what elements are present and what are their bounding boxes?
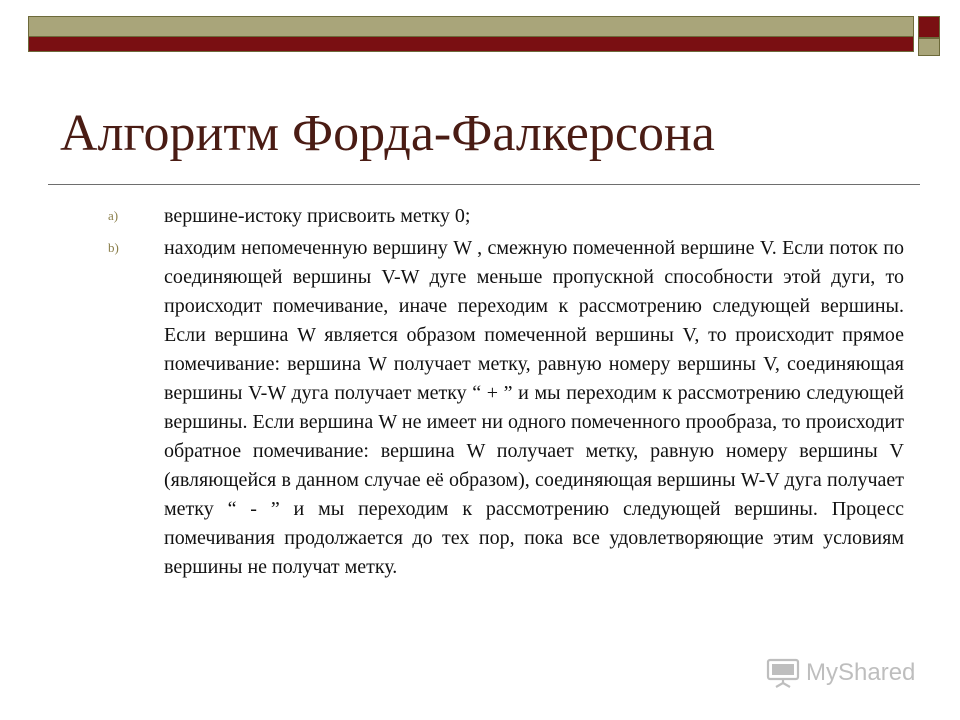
header-corner-square-olive [918,38,940,56]
header-decoration-bar [28,16,914,52]
slide-title: Алгоритм Форда-Фалкерсона [60,105,715,162]
list-item-marker: a) [108,208,119,223]
header-corner-square [918,16,940,38]
slide-content-list [108,202,904,585]
list-item-marker: b) [108,240,119,255]
header-olive-strip [29,17,913,37]
title-divider [48,184,920,185]
watermark [766,656,915,690]
list-item-text: вершине-истоку присвоить метку 0; [164,205,471,227]
watermark-text: MyShared [806,659,916,686]
list-item-text: находим непомеченную вершину W , смежную помеченной вершине V. Если поток по соединяющей вершины V-W дуге меньше пропускной способности этой дуги, то происходит помечивание, иначе переходим к рассмотрению следующей вершины. Если вершина W является образом помеченной вершины V, то происходит прямое помечивание: вершина W получает метку, равную номеру вершины V, соединяющая вершины V-W дуга получает метку “ + ” и мы переходим к рассмотрению следующей вершины. Если вершина W не имеет ни одного помеченного прообраза, то происходит обратное помечивание: вершина W получает метку, равную номеру вершины V (являющейся в данном случае её образом), соединяющая вершины W-V дуга получает метку “ - ” и мы переходим к рассмотрению следующей вершины. Процесс помечивания продолжается до тех пор, пока все удовлетворяющие этим условиям вершины не получат метку. [164,237,904,578]
list-item [108,202,904,231]
list-item [108,234,904,582]
presentation-board-icon [766,657,800,689]
